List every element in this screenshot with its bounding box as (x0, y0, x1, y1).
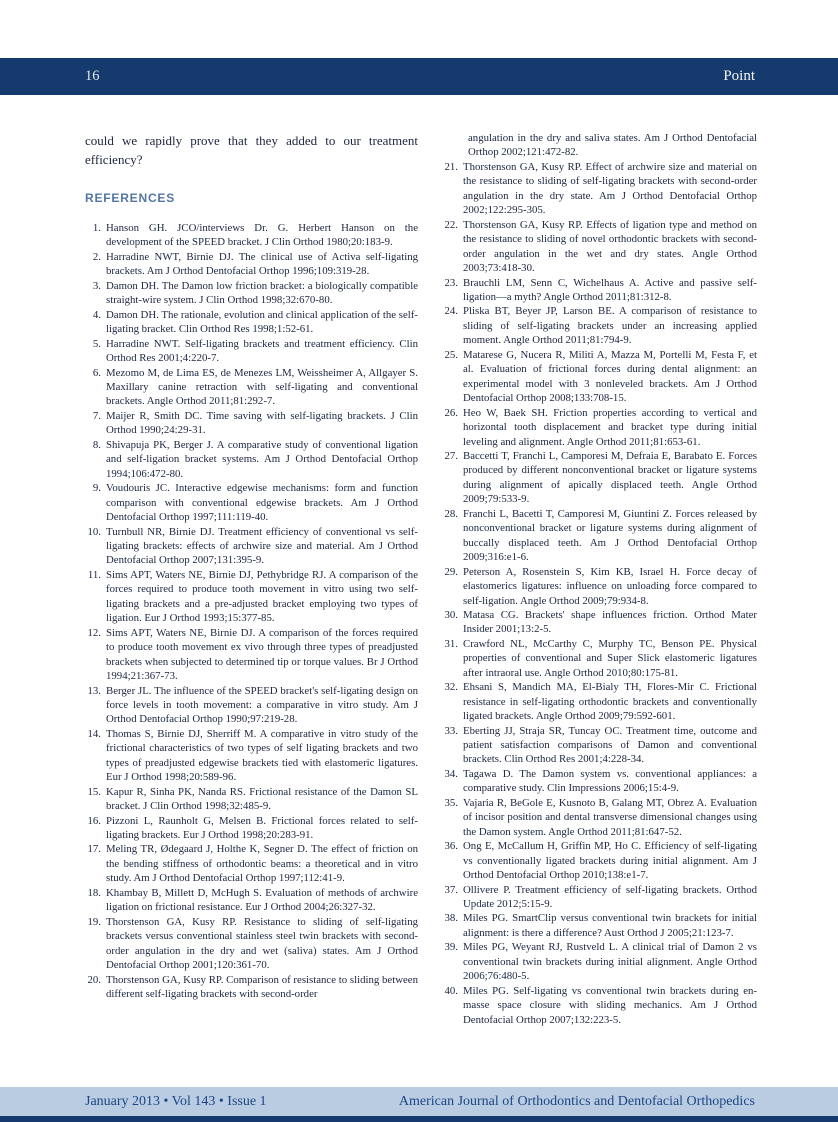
reference-number: 22. (444, 218, 458, 231)
reference-item (85, 525, 418, 568)
reference-item (85, 337, 418, 366)
reference-text: Franchi L, Bacetti T, Camporesi M, Giuntini Z. Forces released by nonconventional bracket or ligature systems during alignment of buccally displaced teeth. Am J Orthod Dentofacial Orthop 2009;316:e1-6. (463, 507, 757, 564)
reference-number: 26. (444, 406, 458, 419)
reference-number: 28. (444, 507, 458, 520)
issue-info: January 2013 • Vol 143 • Issue 1 (85, 1093, 267, 1109)
reference-number: 20. (87, 973, 101, 986)
reference-item (85, 626, 418, 684)
reference-text: Thorstenson GA, Kusy RP. Comparison of resistance to sliding between different self-ligating brackets with second-order (106, 973, 418, 1001)
reference-text: Damon DH. The Damon low friction bracket: a biologically compatible straight-wire system. J Clin Orthod 1998;32:670-80. (106, 279, 418, 307)
reference-item (442, 796, 757, 839)
page-number: 16 (85, 68, 100, 84)
reference-item (442, 449, 757, 507)
reference-item (442, 218, 757, 276)
reference-number: 2. (92, 250, 101, 263)
reference-number: 19. (87, 915, 101, 928)
reference-item (442, 348, 757, 406)
reference-item (442, 608, 757, 637)
reference-number: 11. (87, 568, 101, 581)
footer-rule-bar (0, 1116, 838, 1122)
reference-number: 17. (87, 843, 101, 856)
reference-text: Miles PG. SmartClip versus conventional twin brackets for initial alignment: is there a difference? Aust Orthod J 2005;21:123-7. (463, 912, 757, 939)
reference-number: 14. (87, 727, 101, 740)
left-column (85, 131, 418, 1027)
reference-item (85, 366, 418, 409)
reference-text: Matarese G, Nucera R, Militi A, Mazza M, Portelli M, Festa F, et al. Evaluation of frictional forces during dental alignment: an experimental model with 3 nonleveled brackets. Am J Orthod Dentofacial Orthop 2008;133:708-15. (463, 348, 757, 405)
reference-text: Shivapuja PK, Berger J. A comparative study of conventional ligation and self-ligation bracket systems. Am J Orthod Dentofacial Orthop 1994;106:472-80. (106, 438, 418, 480)
reference-item (85, 221, 418, 250)
reference-item (85, 886, 418, 915)
reference-text: Ong E, McCallum H, Griffin MP, Ho C. Efficiency of self-ligating vs conventionally ligated brackets during initial alignment. Am J Orthod Dentofacial Orthop 2010;138:e1-7. (463, 840, 757, 882)
reference-text: Thorstenson GA, Kusy RP. Effect of archwire size and material on the resistance to sliding of self-ligating brackets with second-order angulation in the dry state. Am J Orthod Dentofacial Orthop 2002;122:295-305. (463, 160, 757, 217)
intro-paragraph: could we rapidly prove that they added to our treatment efficiency? (85, 133, 418, 167)
reference-item (85, 568, 418, 626)
reference-number: 9. (92, 482, 101, 495)
reference-text: Ehsani S, Mandich MA, El-Bialy TH, Flores-Mir C. Frictional resistance in self-ligating orthodontic brackets and conventionally ligated brackets. Angle Orthod 2009;79:592-601. (463, 681, 757, 723)
reference-text: Mezomo M, de Lima ES, de Menezes LM, Weissheimer A, Allgayer S. Maxillary canine retraction with self-ligating and conventional brackets. Angle Orthod 2011;81:292-7. (106, 366, 418, 408)
reference-text: Vajaria R, BeGole E, Kusnoto B, Galang MT, Obrez A. Evaluation of incisor position and dental transverse dimensional changes using the Damon system. Angle Orthod 2011;81:647-52. (463, 796, 757, 838)
reference-item (85, 409, 418, 438)
reference-number: 23. (444, 276, 458, 289)
reference-number: 3. (92, 279, 101, 292)
reference-number: 12. (87, 626, 101, 639)
reference-item (442, 767, 757, 796)
reference-number: 29. (444, 565, 458, 578)
reference-text: Maijer R, Smith DC. Time saving with self-ligating brackets. J Clin Orthod 1990;24:29-31. (106, 409, 418, 437)
reference-number: 37. (444, 883, 458, 896)
reference-number: 13. (87, 684, 101, 697)
reference-number: 27. (444, 449, 458, 462)
reference-text: Crawford NL, McCarthy C, Murphy TC, Benson PE. Physical properties of conventional and Super Slick elastomeric ligatures after intraoral use. Angle Orthod 2010;80:175-81. (463, 637, 757, 679)
reference-item (85, 481, 418, 524)
reference-item (442, 507, 757, 565)
reference-item (442, 724, 757, 767)
reference-number: 21. (444, 160, 458, 173)
reference-number: 10. (87, 525, 101, 538)
reference-item (85, 727, 418, 785)
reference-continuation: angulation in the dry and saliva states. Am J Orthod Dentofacial Orthop 2002;121:472-82. (468, 132, 757, 159)
footer-band (0, 1087, 838, 1116)
reference-number: 24. (444, 305, 458, 318)
reference-text: Hanson GH. JCO/interviews Dr. G. Herbert Hanson on the development of the SPEED bracket. J Clin Orthod 1980;20:183-9. (106, 222, 418, 249)
reference-item (442, 406, 757, 449)
reference-text: Pliska BT, Beyer JP, Larson BE. A comparison of resistance to sliding of self-ligating brackets under an increasing applied moment. Angle Orthod 2011;81:794-9. (463, 305, 757, 347)
right-column (442, 131, 757, 1027)
reference-text: Baccetti T, Franchi L, Camporesi M, Defraia E, Barabato E. Forces produced by different nonconventional bracket or ligature systems during alignment of apically displaced teeth. Angle Orthod 2009;79:533-9. (463, 449, 757, 506)
reference-text: Damon DH. The rationale, evolution and clinical application of the self-ligating bracket. Clin Orthod Res 1998;1:52-61. (106, 308, 418, 336)
journal-title: American Journal of Orthodontics and Dentofacial Orthopedics (398, 1093, 755, 1109)
reference-text: Meling TR, Ødegaard J, Holthe K, Segner D. The effect of friction on the bending stiffness of orthodontic beams: a theoretical and in vitro study. Am J Orthod Dentofacial Orthop 1997;112:41-9. (106, 843, 418, 885)
reference-number: 7. (92, 409, 101, 422)
reference-item (442, 984, 757, 1027)
reference-item (442, 940, 757, 983)
reference-text: Harradine NWT, Birnie DJ. The clinical use of Activa self-ligating brackets. Am J Orthod Dentofacial Orthop 1996;109:319-28. (106, 250, 418, 278)
reference-text: Miles PG. Self-ligating vs conventional twin brackets during en-masse space closure with sliding mechanics. Am J Orthod Dentofacial Orthop 2007;132:223-5. (463, 984, 757, 1026)
reference-text: Ollivere P. Treatment efficiency of self-ligating brackets. Orthod Update 2012;5:15-9. (463, 883, 757, 911)
reference-text: Turnbull NR, Birnie DJ. Treatment efficiency of conventional vs self-ligating brackets: effects of archwire size and material. Am J Orthod Dentofacial Orthop 2007;131:395-9. (106, 525, 418, 567)
reference-text: Thorstenson GA, Kusy RP. Effects of ligation type and method on the resistance to sliding of novel orthodontic brackets with second-order angulation in the wet and dry states. Angle Orthod 2003;73:418-30. (463, 218, 757, 275)
reference-number: 16. (87, 814, 101, 827)
reference-item (442, 565, 757, 608)
references-list-right (442, 160, 757, 1027)
reference-item (85, 250, 418, 279)
references-list-left (85, 221, 418, 1001)
reference-text: Miles PG, Weyant RJ, Rustveld L. A clinical trial of Damon 2 vs conventional twin brackets during initial alignment. Angle Orthod 2006;76:480-5. (463, 941, 757, 983)
reference-number: 18. (87, 886, 101, 899)
reference-text: Sims APT, Waters NE, Birnie DJ, Pethybridge RJ. A comparison of the forces required to produce tooth movement in vitro using two self-ligating brackets and a pre-adjusted bracket employing two types of ligation. Eur J Orthod 1993;15:377-85. (106, 568, 418, 625)
reference-item (442, 304, 757, 347)
reference-item (85, 279, 418, 308)
reference-text: Khambay B, Millett D, McHugh S. Evaluation of methods of archwire ligation on frictional resistance. Eur J Orthod 2004;26:327-32. (106, 886, 418, 914)
reference-text: Heo W, Baek SH. Friction properties according to vertical and horizontal tooth displacement and bracket type during initial leveling and alignment. Angle Orthod 2011;81:653-61. (463, 406, 757, 448)
references-heading: REFERENCES (85, 191, 176, 205)
reference-item (85, 814, 418, 843)
reference-item (442, 276, 757, 305)
reference-number: 5. (92, 337, 101, 350)
reference-number: 8. (92, 438, 101, 451)
reference-text: Voudouris JC. Interactive edgewise mechanisms: form and function comparison with conventional edgewise brackets. Am J Orthod Dentofacial Orthop 1997;111:119-40. (106, 482, 418, 524)
reference-text: Tagawa D. The Damon system vs. conventional appliances: a comparative study. Clin Impressions 2006;15:4-9. (463, 767, 757, 795)
reference-text: Harradine NWT. Self-ligating brackets and treatment efficiency. Clin Orthod Res 2001;4:220-7. (106, 337, 418, 365)
reference-text: Kapur R, Sinha PK, Nanda RS. Frictional resistance of the Damon SL bracket. J Clin Orthod 1998;32:485-9. (106, 785, 418, 813)
reference-text: Sims APT, Waters NE, Birnie DJ. A comparison of the forces required to produce tooth movement ex vivo through three types of preadjusted brackets when subjected to determined tip or torque values. Br J Orthod 1994;21:367-73. (106, 626, 418, 683)
reference-number: 38. (444, 912, 458, 925)
page-header-bar (0, 58, 838, 95)
reference-item (442, 883, 757, 912)
reference-text: Brauchli LM, Senn C, Wichelhaus A. Active and passive self-ligation—a myth? Angle Orthod 2011;81:312-8. (463, 276, 757, 303)
reference-number: 30. (444, 608, 458, 621)
reference-text: Thomas S, Birnie DJ, Sherriff M. A comparative in vitro study of the frictional characteristics of two types of self ligating brackets and two types of preadjusted edgewise brackets tied with elastomeric ligatures. Eur J Orthod 1998;20:589-96. (106, 727, 418, 784)
reference-text: Eberting JJ, Straja SR, Tuncay OC. Treatment time, outcome and patient satisfaction comparisons of Damon and conventional brackets. Clin Orthod Res 2001;4:228-34. (463, 724, 757, 766)
reference-number: 40. (444, 984, 458, 997)
reference-number: 31. (444, 637, 458, 650)
reference-item (85, 842, 418, 885)
reference-text: Pizzoni L, Raunholt G, Melsen B. Frictional forces related to self-ligating brackets. Eur J Orthod 1998;20:283-91. (106, 814, 418, 842)
reference-number: 25. (444, 348, 458, 361)
reference-number: 1. (92, 222, 101, 234)
reference-item (85, 684, 418, 727)
reference-number: 6. (92, 366, 101, 379)
reference-item (442, 680, 757, 723)
reference-number: 34. (444, 767, 458, 780)
reference-text: Berger JL. The influence of the SPEED bracket's self-ligating design on force levels in tooth movement: a comparative in vitro study. Am J Orthod Dentofacial Orthop 1990;97:219-28. (106, 684, 418, 726)
reference-number: 32. (444, 681, 458, 694)
reference-number: 4. (92, 308, 101, 321)
reference-text: Thorstenson GA, Kusy RP. Resistance to sliding of self-ligating brackets versus conventional stainless steel twin brackets with second-order angulation in the dry and wet (saliva) states. Am J Orthod Dentofacial Orthop 2001;120:361-70. (106, 915, 418, 972)
reference-item (85, 785, 418, 814)
reference-item (442, 160, 757, 218)
two-column-content (85, 131, 757, 1027)
reference-item (85, 915, 418, 973)
reference-item (442, 637, 757, 680)
reference-item (85, 308, 418, 337)
reference-number: 35. (444, 796, 458, 809)
reference-text: Matasa CG. Brackets' shape influences friction. Orthod Mater Insider 2001;13:2-5. (463, 608, 757, 636)
reference-text: Peterson A, Rosenstein S, Kim KB, Israel H. Force decay of elastomerics ligatures: influence on unloading force compared to self-ligation. Angle Orthod 2009;79:934-8. (463, 565, 757, 607)
running-title: Point (723, 68, 755, 84)
reference-number: 15. (87, 785, 101, 798)
reference-number: 33. (444, 724, 458, 737)
reference-number: 39. (444, 941, 458, 954)
reference-number: 36. (444, 840, 458, 853)
reference-item (442, 911, 757, 940)
reference-item (85, 973, 418, 1002)
reference-item (442, 839, 757, 882)
reference-item (85, 438, 418, 481)
